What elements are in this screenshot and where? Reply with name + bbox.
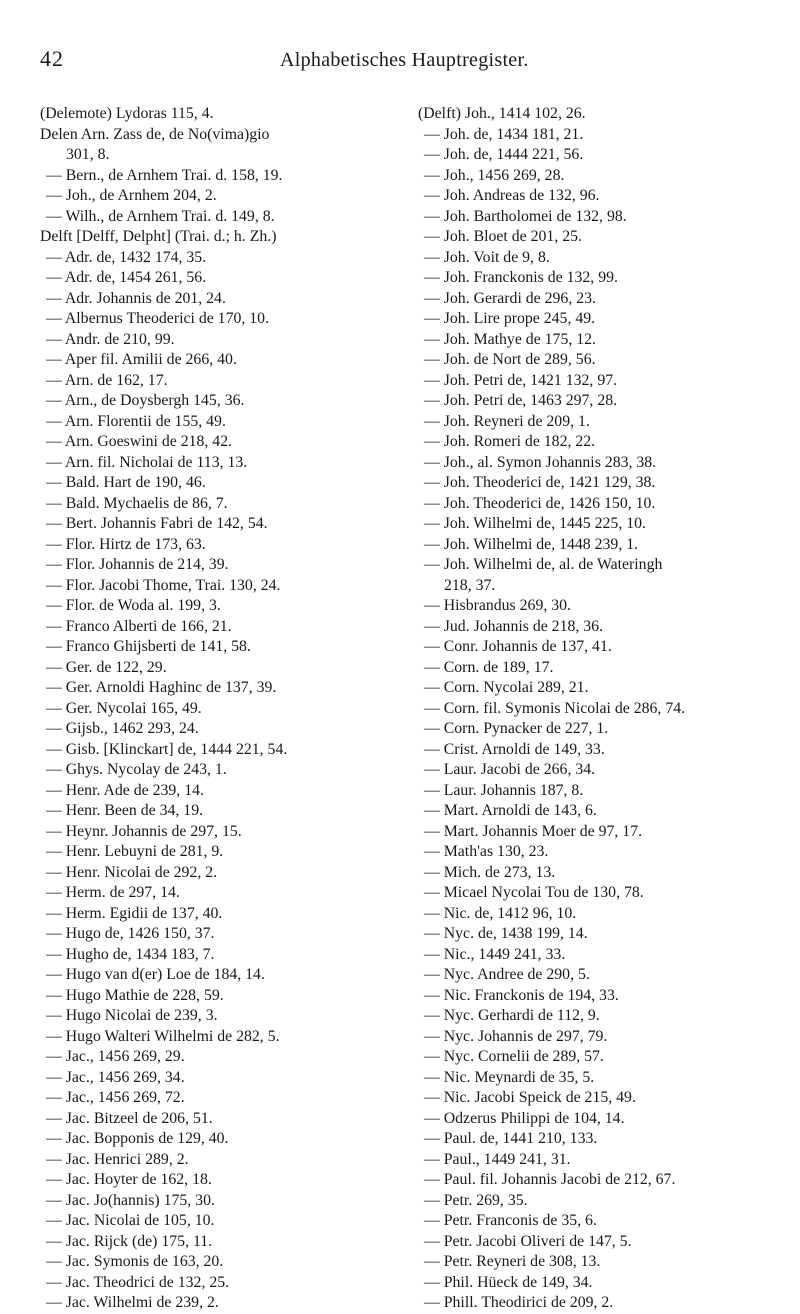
index-entry: — Joh. de Nort de 289, 56. xyxy=(424,351,596,368)
index-entry: — Hugo van d(er) Loe de 184, 14. xyxy=(46,966,265,983)
index-entry: — Petr. 269, 35. xyxy=(424,1191,528,1209)
index-entry: — Mart. Johannis Moer de 97, 17. xyxy=(424,822,643,840)
index-entry: — Odzerus Philippi de 104, 14. xyxy=(424,1109,625,1127)
index-entry: — Joh. Bloet de 201, 25. xyxy=(424,228,582,245)
index-entry: 301, 8. xyxy=(66,146,110,163)
index-column-right xyxy=(418,104,778,1314)
index-entry: — Joh. Theoderici de, 1421 129, 38. xyxy=(424,474,656,491)
index-entry: — Jac. Wilhelmi de 239, 2. xyxy=(46,1294,219,1311)
index-entry: — Nyc. Gerhardi de 112, 9. xyxy=(424,1007,600,1024)
index-entry: — Joh. Gerardi de 296, 23. xyxy=(424,289,596,307)
index-entry: — Paul., 1449 241, 31. xyxy=(424,1150,571,1168)
index-entry: — Arn. de 162, 17. xyxy=(46,371,168,389)
index-entry: — Jud. Johannis de 218, 36. xyxy=(424,617,604,635)
index-entry: — Arn. fil. Nicholai de 113, 13. xyxy=(46,453,248,471)
index-entry: — Hisbrandus 269, 30. xyxy=(424,597,571,614)
index-entry: — Jac. Henrici 289, 2. xyxy=(46,1150,189,1168)
index-entry: — Franco Ghijsberti de 141, 58. xyxy=(46,638,251,655)
index-entry: — Petr. Reyneri de 308, 13. xyxy=(424,1253,601,1270)
index-entry: — Hugo de, 1426 150, 37. xyxy=(46,925,215,942)
index-entry: — Corn. fil. Symonis Nicolai de 286, 74. xyxy=(424,699,686,717)
index-entry: — Corn. Pynacker de 227, 1. xyxy=(424,720,609,737)
index-entry: — Herm. Egidii de 137, 40. xyxy=(46,904,223,922)
index-entry: — Laur. Johannis 187, 8. xyxy=(424,781,584,799)
index-entry: — Adr. de, 1432 174, 35. xyxy=(46,248,207,266)
index-entry: (Delemote) Lydoras 115, 4. xyxy=(40,105,214,122)
index-entry: — Nyc. de, 1438 199, 14. xyxy=(424,925,588,942)
index-entry: — Joh. Theoderici de, 1426 150, 10. xyxy=(424,494,656,512)
index-entry: — Adr. Johannis de 201, 24. xyxy=(46,289,226,307)
index-entry: — Joh. Romeri de 182, 22. xyxy=(424,433,596,450)
index-entry: — Bald. Hart de 190, 46. xyxy=(46,474,206,491)
index-entry: — Joh. Petri de, 1463 297, 28. xyxy=(424,392,618,409)
index-entry: — Joh. de, 1444 221, 56. xyxy=(424,146,584,163)
index-entry: — Nic. Meynardi de 35, 5. xyxy=(424,1068,595,1086)
index-entry: — Mart. Arnoldi de 143, 6. xyxy=(424,802,597,819)
index-entry: — Franco Alberti de 166, 21. xyxy=(46,617,232,635)
index-entry: — Phill. Theodirici de 209, 2. xyxy=(424,1294,614,1311)
index-entry: — Arn. Goeswini de 218, 42. xyxy=(46,433,233,450)
index-entry: — Jac., 1456 269, 34. xyxy=(46,1068,185,1086)
index-entry: — Hugo Walteri Wilhelmi de 282, 5. xyxy=(46,1027,280,1045)
index-entry: — Joh. Franckonis de 132, 99. xyxy=(424,269,618,286)
index-entry: — Nic., 1449 241, 33. xyxy=(424,945,566,963)
index-entry: — Wilh., de Arnhem Trai. d. 149, 8. xyxy=(46,207,275,225)
index-entry: — Joh. Mathye de 175, 12. xyxy=(424,330,596,348)
index-entry: — Adr. de, 1454 261, 56. xyxy=(46,269,207,286)
index-entry: — Flor. Johannis de 214, 39. xyxy=(46,556,229,573)
index-entry: — Herm. de 297, 14. xyxy=(46,884,180,901)
index-entry: — Jac. Bopponis de 129, 40. xyxy=(46,1130,229,1147)
index-entry: — Conr. Johannis de 137, 41. xyxy=(424,638,612,655)
index-entry: — Paul. de, 1441 210, 133. xyxy=(424,1130,598,1147)
index-entry: — Joh. Wilhelmi de, al. de Wateringh xyxy=(424,556,663,573)
index-entry: — Gijsb., 1462 293, 24. xyxy=(46,720,199,737)
index-entry: — Mich. de 273, 13. xyxy=(424,863,556,881)
index-entry: — Jac. Rijck (de) 175, 11. xyxy=(46,1232,213,1250)
index-entry: — Jac. Theodrici de 132, 25. xyxy=(46,1273,230,1291)
index-entry: — Nic. Franckonis de 194, 33. xyxy=(424,986,619,1004)
index-entry: — Aper fil. Amilii de 266, 40. xyxy=(46,351,237,368)
index-entry: — Petr. Jacobi Oliveri de 147, 5. xyxy=(424,1232,632,1250)
index-entry: — Paul. fil. Johannis Jacobi de 212, 67. xyxy=(424,1171,676,1188)
index-entry: — Joh., de Arnhem 204, 2. xyxy=(46,187,217,204)
index-entry: — Ger. de 122, 29. xyxy=(46,658,167,676)
index-entry: — Nyc. Cornelii de 289, 57. xyxy=(424,1048,604,1065)
index-entry: — Nyc. Johannis de 297, 79. xyxy=(424,1027,608,1045)
index-entry: — Flor. Hirtz de 173, 63. xyxy=(46,535,206,553)
index-entry: — Gisb. [Klinckart] de, 1444 221, 54. xyxy=(46,740,288,758)
index-entry: — Arn. Florentii de 155, 49. xyxy=(46,412,226,430)
index-entry: — Flor. Jacobi Thome, Trai. 130, 24. xyxy=(46,576,281,594)
index-entry: — Joh. de, 1434 181, 21. xyxy=(424,125,584,143)
index-entry: — Nic. Jacobi Speick de 215, 49. xyxy=(424,1089,636,1106)
index-entry: Delft [Delff, Delpht] (Trai. d.; h. Zh.) xyxy=(40,228,277,245)
index-entry: — Nic. de, 1412 96, 10. xyxy=(424,904,577,922)
index-entry: — Jac. Symonis de 163, 20. xyxy=(46,1253,224,1270)
index-entry: — Jac., 1456 269, 72. xyxy=(46,1089,185,1106)
index-entry: — Bald. Mychaelis de 86, 7. xyxy=(46,494,228,512)
index-entry: — Arn., de Doysbergh 145, 36. xyxy=(46,392,245,409)
index-entry: — Joh., al. Symon Johannis 283, 38. xyxy=(424,453,657,471)
index-entry: — Ger. Nycolai 165, 49. xyxy=(46,699,202,717)
index-entry: Delen Arn. Zass de, de No(vima)gio xyxy=(40,125,270,143)
index-entry: — Petr. Franconis de 35, 6. xyxy=(424,1212,597,1229)
index-entry: — Joh. Bartholomei de 132, 98. xyxy=(424,207,627,225)
index-entry: — Hugo Nicolai de 239, 3. xyxy=(46,1007,218,1024)
index-entry: 218, 37. xyxy=(444,576,496,594)
index-entry: — Jac. Nicolai de 105, 10. xyxy=(46,1212,215,1229)
index-entry: — Joh. Wilhelmi de, 1445 225, 10. xyxy=(424,515,646,532)
index-entry: — Ghys. Nycolay de 243, 1. xyxy=(46,761,227,778)
index-entry: — Jac., 1456 269, 29. xyxy=(46,1048,185,1065)
index-entry: — Henr. Nicolai de 292, 2. xyxy=(46,863,218,881)
index-entry: — Crist. Arnoldi de 149, 33. xyxy=(424,740,605,758)
index-entry: — Joh. Wilhelmi de, 1448 239, 1. xyxy=(424,535,639,553)
index-entry: — Jac. Jo(hannis) 175, 30. xyxy=(46,1191,215,1209)
index-entry: — Hugo Mathie de 228, 59. xyxy=(46,986,224,1004)
index-entry: — Joh. Petri de, 1421 132, 97. xyxy=(424,371,618,389)
index-entry: — Math'as 130, 23. xyxy=(424,843,549,860)
index-entry: — Corn. de 189, 17. xyxy=(424,658,554,676)
index-entry: — Joh., 1456 269, 28. xyxy=(424,166,565,184)
index-entry: — Henr. Ade de 239, 14. xyxy=(46,781,204,799)
index-entry: — Ger. Arnoldi Haghinc de 137, 39. xyxy=(46,679,277,696)
index-entry: (Delft) Joh., 1414 102, 26. xyxy=(418,105,586,122)
page-number: 42 xyxy=(40,46,64,71)
index-entry: — Jac. Hoyter de 162, 18. xyxy=(46,1171,212,1188)
index-entry: — Micael Nycolai Tou de 130, 78. xyxy=(424,884,644,901)
index-entry: — Bert. Johannis Fabri de 142, 54. xyxy=(46,515,268,532)
index-entry: — Bern., de Arnhem Trai. d. 158, 19. xyxy=(46,166,283,184)
index-entry: — Corn. Nycolai 289, 21. xyxy=(424,679,589,696)
index-entry: — Joh. Lire prope 245, 49. xyxy=(424,310,596,327)
index-entry: — Joh. Voit de 9, 8. xyxy=(424,248,550,266)
index-entry: — Joh. Reyneri de 209, 1. xyxy=(424,412,590,430)
index-entry: — Phil. Hüeck de 149, 34. xyxy=(424,1273,593,1291)
index-entry: — Joh. Andreas de 132, 96. xyxy=(424,187,600,204)
index-entry: — Henr. Lebuyni de 281, 9. xyxy=(46,843,224,860)
index-entry: — Andr. de 210, 99. xyxy=(46,330,175,348)
index-entry: — Hugho de, 1434 183, 7. xyxy=(46,945,215,963)
index-column-left xyxy=(40,104,410,1314)
index-entry: — Flor. de Woda al. 199, 3. xyxy=(46,597,221,614)
index-entry: — Henr. Been de 34, 19. xyxy=(46,802,204,819)
index-entry: — Albernus Theoderici de 170, 10. xyxy=(46,310,270,327)
index-entry: — Laur. Jacobi de 266, 34. xyxy=(424,761,596,778)
index-entry: — Heynr. Johannis de 297, 15. xyxy=(46,822,242,840)
index-entry: — Nyc. Andree de 290, 5. xyxy=(424,966,590,983)
running-head: Alphabetisches Hauptregister. xyxy=(280,49,529,71)
index-entry: — Jac. Bitzeel de 206, 51. xyxy=(46,1109,213,1127)
